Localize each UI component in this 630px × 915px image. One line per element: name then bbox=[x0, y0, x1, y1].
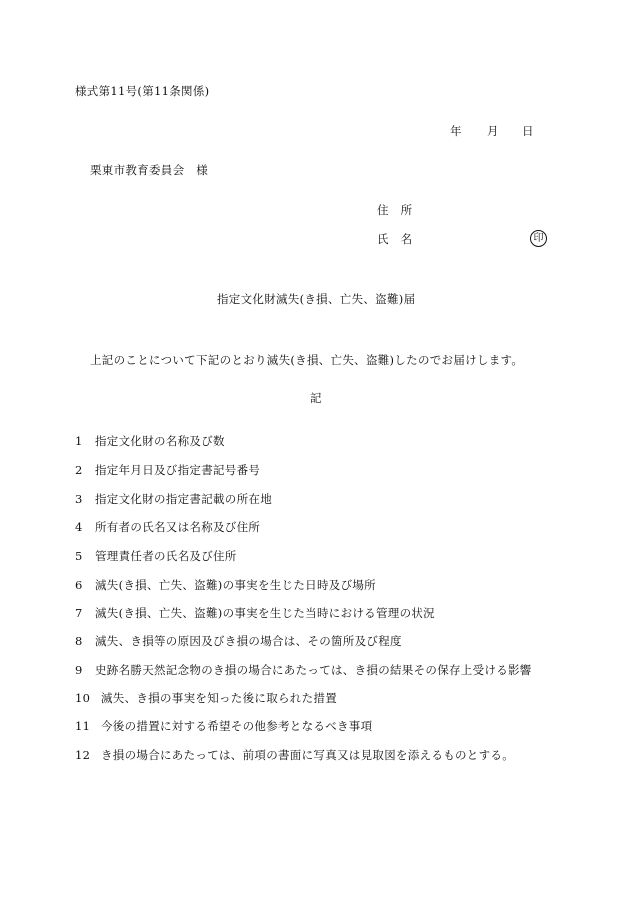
list-item bbox=[75, 663, 532, 677]
list-item bbox=[75, 463, 260, 477]
name-label: 氏 名 bbox=[377, 232, 413, 246]
item-number: 12 bbox=[75, 748, 91, 762]
list-item bbox=[75, 719, 372, 733]
list-item bbox=[75, 434, 225, 448]
item-number: 7 bbox=[75, 606, 83, 620]
addressee: 栗東市教育委員会 様 bbox=[90, 163, 208, 177]
item-text: き損の場合にあたっては、前項の書面に写真又は見取図を添えるものとする。 bbox=[101, 748, 514, 762]
item-text: 滅失、き損等の原因及びき損の場合は、その箇所及び程度 bbox=[95, 634, 402, 648]
document-title: 指定文化財滅失(き損、亡失、盗難)届 bbox=[217, 292, 416, 306]
ki-label: 記 bbox=[310, 391, 322, 405]
item-number: 2 bbox=[75, 463, 83, 477]
item-text: 指定文化財の指定書記載の所在地 bbox=[95, 492, 272, 506]
item-text: 指定文化財の名称及び数 bbox=[95, 434, 225, 448]
seal-mark: 印 bbox=[530, 230, 547, 247]
form-number: 様式第11号(第11条関係) bbox=[75, 84, 210, 98]
item-text: 滅失(き損、亡失、盗難)の事実を生じた日時及び場所 bbox=[95, 578, 376, 592]
list-item bbox=[75, 691, 337, 705]
list-item bbox=[75, 606, 435, 620]
item-number: 1 bbox=[75, 434, 83, 448]
item-number: 9 bbox=[75, 663, 83, 677]
item-number: 4 bbox=[75, 520, 83, 534]
address-label: 住 所 bbox=[377, 203, 413, 217]
item-number: 10 bbox=[75, 691, 91, 705]
item-text: 史跡名勝天然記念物のき損の場合にあたっては、き損の結果その保存上受ける影響 bbox=[95, 663, 532, 677]
list-item bbox=[75, 549, 237, 563]
item-text: 管理責任者の氏名及び住所 bbox=[95, 549, 237, 563]
date-line bbox=[450, 124, 540, 138]
item-number: 6 bbox=[75, 578, 83, 592]
list-item bbox=[75, 634, 402, 648]
item-text: 指定年月日及び指定書記号番号 bbox=[95, 463, 261, 477]
item-number: 8 bbox=[75, 634, 83, 648]
date-year: 年 bbox=[450, 124, 462, 138]
list-item bbox=[75, 748, 514, 762]
item-number: 11 bbox=[75, 719, 91, 733]
item-text: 所有者の氏名又は名称及び住所 bbox=[95, 520, 261, 534]
date-month: 月 bbox=[487, 124, 499, 138]
item-text: 滅失(き損、亡失、盗難)の事実を生じた当時における管理の状況 bbox=[95, 606, 435, 620]
intro-text: 上記のことについて下記のとおり滅失(き損、亡失、盗難)したのでお届けします。 bbox=[90, 353, 524, 367]
list-item bbox=[75, 492, 272, 506]
date-day: 日 bbox=[522, 124, 534, 138]
item-text: 今後の措置に対する希望その他参考となるべき事項 bbox=[101, 719, 373, 733]
item-number: 3 bbox=[75, 492, 83, 506]
item-text: 滅失、き損の事実を知った後に取られた措置 bbox=[101, 691, 337, 705]
list-item bbox=[75, 578, 376, 592]
list-item bbox=[75, 520, 260, 534]
item-number: 5 bbox=[75, 549, 83, 563]
